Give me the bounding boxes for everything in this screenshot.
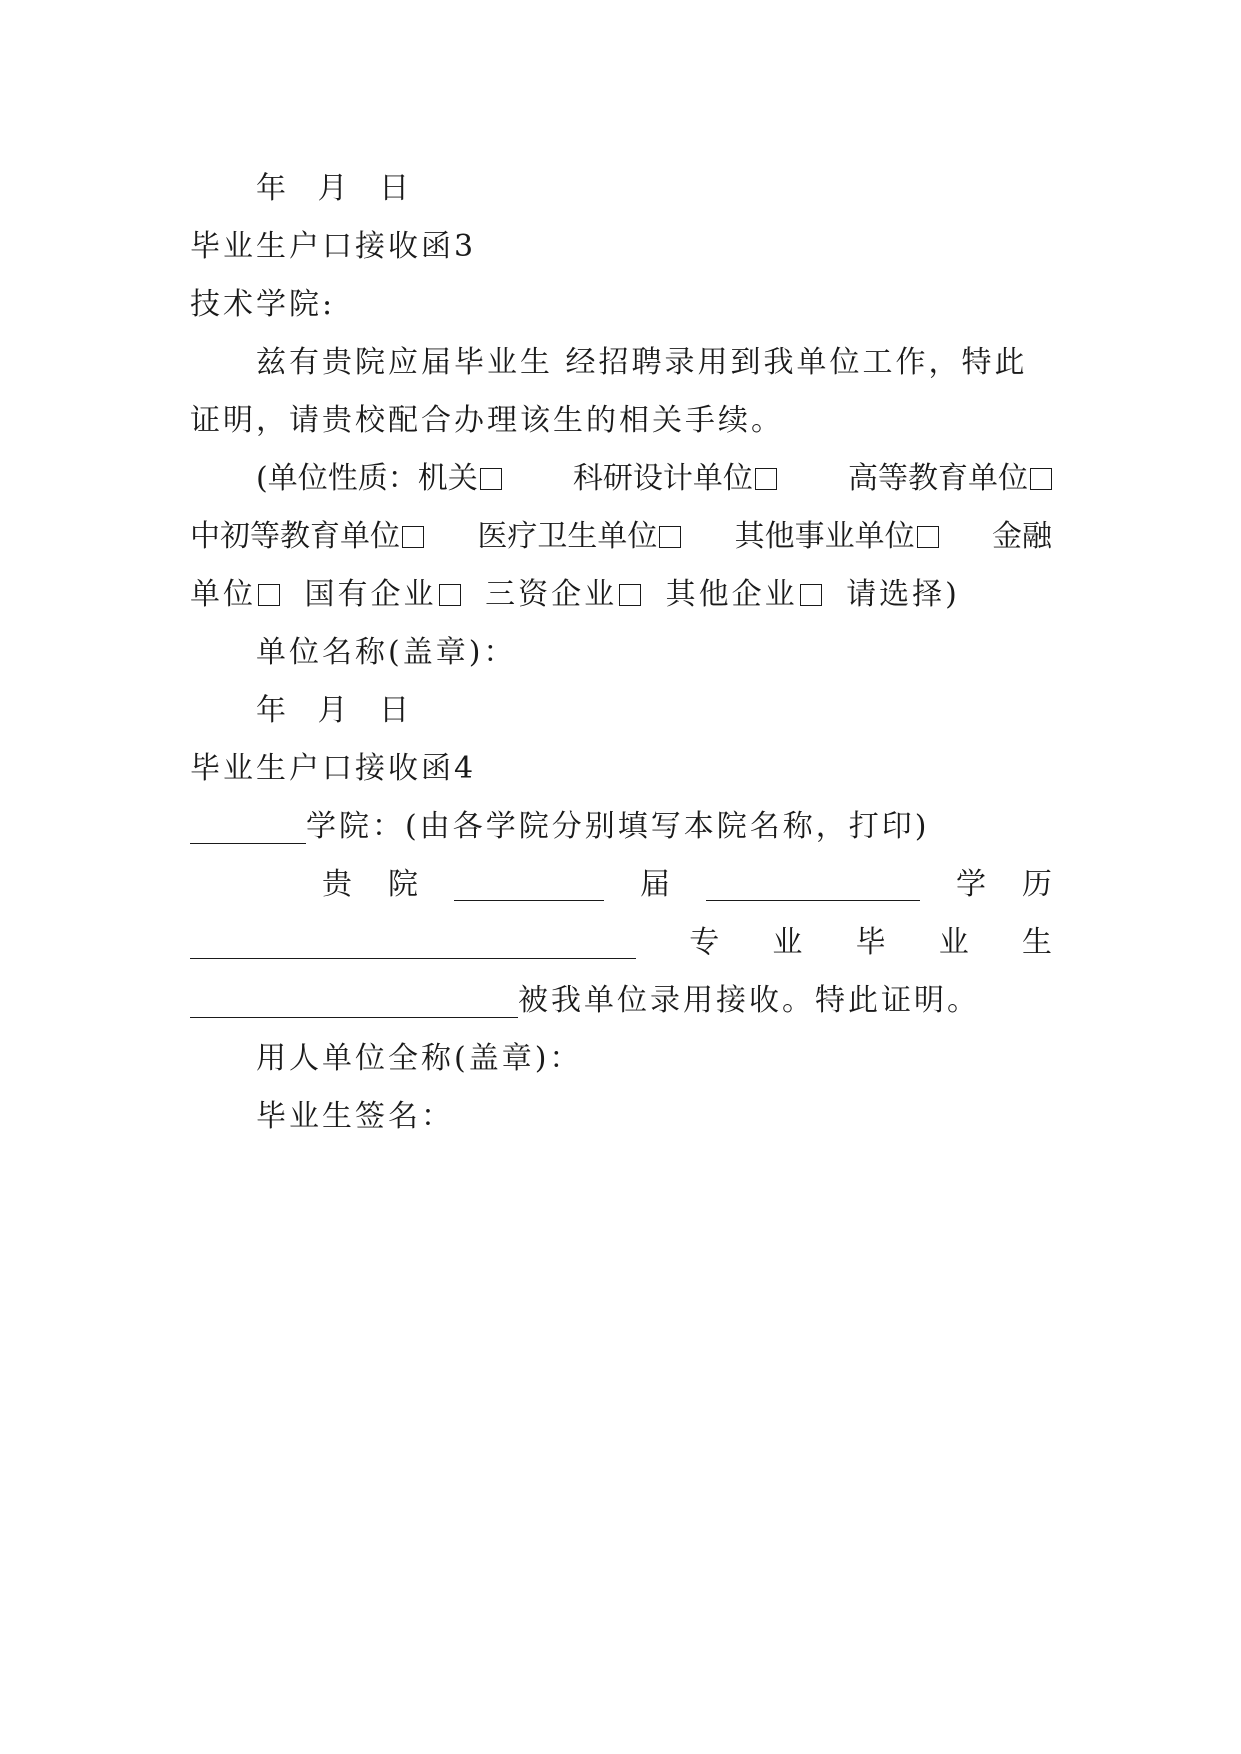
date-text: 年 月 日 bbox=[256, 693, 413, 728]
row-char: 业 bbox=[938, 925, 969, 960]
checkbox[interactable] bbox=[402, 526, 424, 548]
checkbox[interactable] bbox=[755, 468, 777, 490]
unit-type-label: 其他事业单位 bbox=[734, 519, 915, 554]
unit-type-label: 高等教育单位 bbox=[848, 461, 1028, 496]
checkbox[interactable] bbox=[659, 526, 681, 548]
letter3-body-line2: 证明，请贵校配合办理该生的相关手续。 bbox=[190, 403, 784, 438]
checkbox[interactable] bbox=[800, 584, 822, 606]
row-char: 专 bbox=[689, 925, 720, 960]
letter3-body-line1: 兹有贵院应届毕业生 经招聘录用到我单位工作，特此 bbox=[256, 345, 1028, 380]
unit-name-label: 单位名称(盖章)： bbox=[256, 635, 517, 670]
unit-type-option bbox=[848, 450, 1052, 508]
checkbox[interactable] bbox=[258, 584, 280, 606]
checkbox[interactable] bbox=[439, 584, 461, 606]
fill-row-1 bbox=[322, 856, 1052, 914]
fill-row-3 bbox=[190, 972, 1052, 1030]
unit-type-label: 科研设计单位 bbox=[572, 461, 753, 496]
unit-type-label-part: 金融 bbox=[991, 519, 1052, 554]
unit-type-label: 中初等教育单位 bbox=[190, 519, 400, 554]
checkbox[interactable] bbox=[619, 584, 641, 606]
unit-type-label-part: 单位 bbox=[190, 577, 256, 612]
major-blank[interactable] bbox=[190, 928, 636, 959]
checkbox[interactable] bbox=[917, 526, 939, 548]
school-suffix: 学院：(由各学院分别填写本院名称，打印) bbox=[306, 809, 930, 844]
unit-type-label: 机关 bbox=[417, 461, 478, 496]
row-char: 业 bbox=[772, 925, 803, 960]
unit-type-label: 医疗卫生单位 bbox=[477, 519, 658, 554]
letter4-school-line bbox=[190, 798, 1052, 856]
date-line bbox=[256, 160, 1052, 218]
checkbox[interactable] bbox=[480, 468, 502, 490]
row-char: 学 bbox=[956, 867, 986, 902]
letter4-title: 毕业生户口接收函4 bbox=[190, 751, 477, 786]
unit-nature-prefix-group bbox=[256, 450, 514, 508]
letter3-title: 毕业生户口接收函3 bbox=[190, 229, 477, 264]
unit-nature-line3 bbox=[190, 566, 1052, 624]
year-blank[interactable] bbox=[454, 870, 604, 901]
fill-row-2 bbox=[190, 914, 1052, 972]
student-name-blank[interactable] bbox=[190, 987, 518, 1018]
unit-type-option bbox=[735, 508, 951, 566]
acceptance-text: 被我单位录用接收。特此证明。 bbox=[518, 983, 980, 1018]
checkbox[interactable] bbox=[1030, 468, 1052, 490]
unit-type-option bbox=[573, 450, 789, 508]
row-char: 毕 bbox=[855, 925, 886, 960]
letter3-addressee: 技术学院: bbox=[190, 287, 336, 322]
signature-label: 毕业生签名： bbox=[256, 1099, 454, 1134]
education-blank[interactable] bbox=[706, 870, 920, 901]
unit-type-label: 三资企业 bbox=[485, 577, 618, 612]
employer-label: 用人单位全称(盖章)： bbox=[256, 1041, 583, 1076]
date-text: 年 月 日 bbox=[256, 171, 413, 206]
unit-nature-line2 bbox=[190, 508, 1052, 566]
date-line bbox=[256, 682, 1052, 740]
row-char: 贵 bbox=[322, 867, 352, 902]
row-char: 届 bbox=[640, 867, 670, 902]
unit-type-label: 其他企业 bbox=[665, 577, 798, 612]
unit-nature-line1 bbox=[256, 450, 1052, 508]
unit-type-label: 国有企业 bbox=[304, 577, 437, 612]
unit-type-option bbox=[477, 508, 693, 566]
unit-nature-prefix: (单位性质： bbox=[256, 461, 418, 496]
school-name-blank[interactable] bbox=[190, 813, 306, 844]
unit-type-option bbox=[190, 508, 436, 566]
select-suffix: 请选择) bbox=[846, 577, 960, 612]
row-char: 生 bbox=[1021, 925, 1052, 960]
row-char: 院 bbox=[388, 867, 418, 902]
row-char: 历 bbox=[1022, 867, 1052, 902]
